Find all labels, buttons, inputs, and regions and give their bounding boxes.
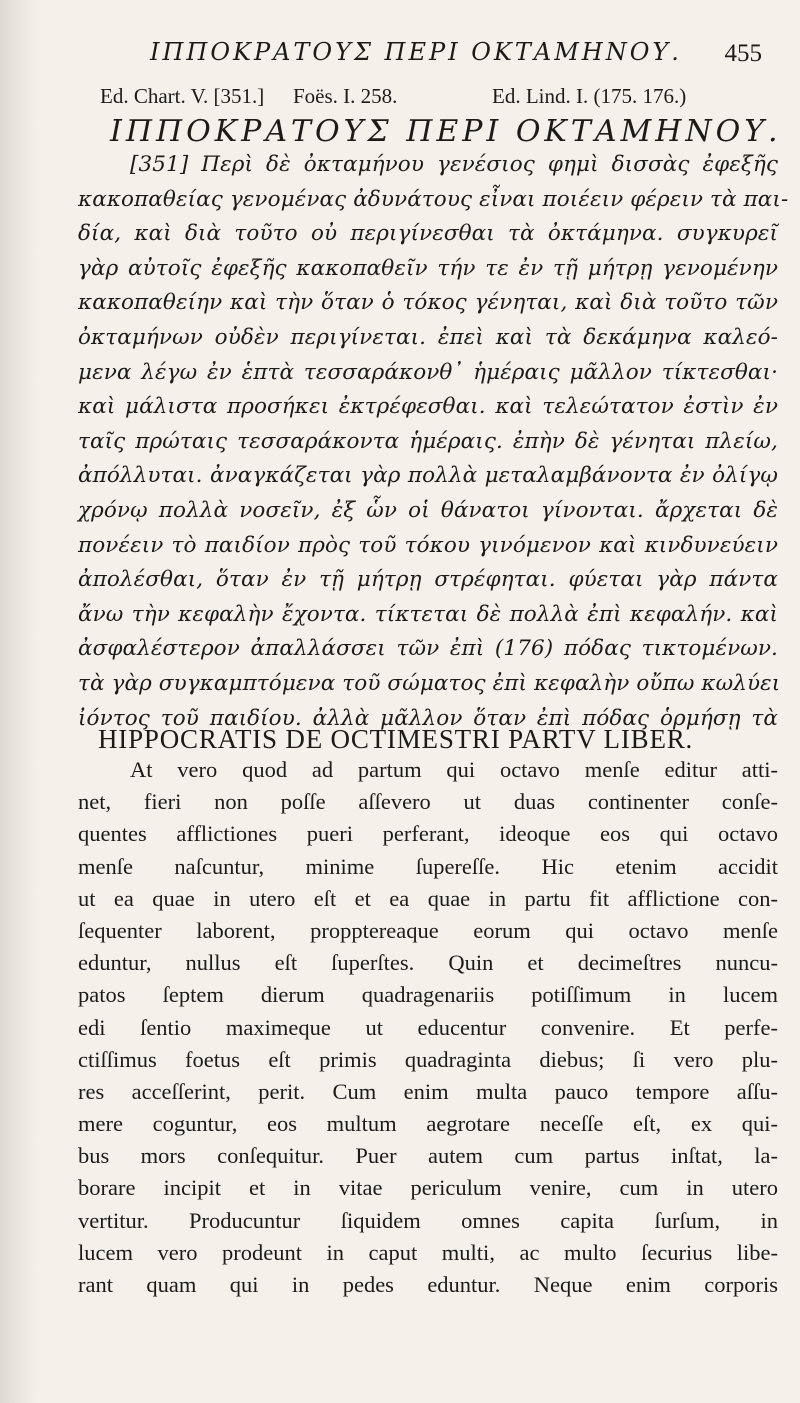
running-title: ΙΠΠΟΚΡΑΤΟΥΣ ΠΕΡΙ ΟΚΤΑΜΗΝΟΥ.	[150, 38, 682, 66]
spine-shadow	[0, 0, 38, 1403]
greek-line: [351] Περὶ δὲ ὀκταμήνου γενέσιος φημὶ δισσὰς ἐφεξῆς	[130, 152, 778, 177]
greek-section-title: ΙΠΠΟΚΡΑΤΟΥΣ ΠΕΡΙ ΟΚΤΑΜΗΝΟΥ.	[110, 114, 782, 149]
latin-line: At vero quod ad partum qui octavo menſe editur atti-	[130, 757, 778, 782]
greek-line: τὰ γὰρ συγκαμπτόμενα τοῦ σώματος ἐπὶ κεφαλὴν οὔπω κωλύει	[78, 670, 781, 696]
greek-line: ταῖς πρώταις τεσσαράκοντα ἡμέραις. ἐπὴν δὲ γένηται πλείω,	[78, 428, 778, 454]
latin-line: quentes afflictiones pueri perferant, ideoque eos qui octavo	[78, 821, 778, 847]
latin-line: mere coguntur, eos multum aegrotare neceſſe eſt, ex qui-	[78, 1111, 778, 1137]
latin-line: menſe naſcuntur, minime ſupereſſe. Hic etenim accidit	[78, 853, 778, 879]
running-head	[140, 38, 780, 72]
greek-text-block	[78, 148, 789, 736]
latin-line: eduntur, nullus eſt ſuperſtes. Quin et decimeſtres nuncu-	[78, 950, 778, 976]
greek-line: ὀκταμήνων οὐδὲν περιγίνεται. ἐπεὶ καὶ τὰ δεκάμηνα καλεό-	[78, 324, 778, 350]
latin-section-title: HIPPOCRATIS DE OCTIMESTRI PARTV LIBER.	[98, 724, 694, 754]
page-number: 455	[724, 40, 762, 67]
greek-line: χρόνῳ πολλὰ νοσεῖν, ἐξ ὧν οἱ θάνατοι γίνονται. ἄρχεται δὲ	[78, 497, 778, 523]
greek-line: καὶ μάλιστα προσήκει ἐκτρέφεσθαι. καὶ τελεώτατον ἐστὶν ἐν	[78, 394, 778, 420]
greek-line: κακοπαθείας γενομένας ἀδυνάτους εἶναι ποιέειν φέρειν τὰ παι-	[78, 186, 789, 212]
latin-line: rant quam qui in pedes eduntur. Neque enim corporis	[78, 1272, 778, 1297]
greek-line: ἀπόλλυται. ἀναγκάζεται γὰρ πολλὰ μεταλαμβάνοντα ἐν ὀλίγῳ	[78, 463, 778, 489]
edition-chartier: Ed. Chart. V. [351.]	[100, 84, 265, 108]
latin-line: res acceſſerint, perit. Cum enim multa pauco tempore aſſu-	[78, 1078, 778, 1104]
latin-line: patos ſeptem dierum quadragenariis potiſſimum in lucem	[78, 982, 778, 1008]
latin-line: edi ſentio maximeque ut educentur convenire. Et perfe-	[78, 1014, 778, 1040]
latin-line: ut ea quae in utero eſt et ea quae in partu fit afflictione con-	[78, 885, 778, 911]
greek-line: ἀπολέσθαι, ὅταν ἐν τῇ μήτρῃ στρέφηται. φύεται γὰρ πάντα	[78, 567, 778, 593]
greek-line: κακοπαθείην καὶ τὴν ὅταν ὁ τόκος γένηται, καὶ διὰ τοῦτο τῶν	[78, 290, 778, 316]
greek-line: γὰρ αὐτοῖς ἐφεξῆς κακοπαθεῖν τήν τε ἐν τῇ μήτρῃ γενομένην	[78, 255, 778, 281]
greek-line: μενα λέγω ἐν ἑπτὰ τεσσαράκονθ᾽ ἡμέραις μᾶλλον τίκτεσθαι·	[78, 359, 778, 385]
latin-line: net, fieri non poſſe aſſevero ut duas continenter conſe-	[78, 789, 778, 815]
latin-line: vertitur. Producuntur ſiquidem omnes capita ſurſum, in	[78, 1207, 778, 1233]
latin-line: borare incipit et in vitae periculum venire, cum in utero	[78, 1175, 778, 1201]
greek-line: δία, καὶ διὰ τοῦτο οὐ περιγίνεσθαι τὰ ὀκτάμηνα. συγκυρεῖ	[78, 221, 778, 247]
edition-linden: Ed. Lind. I. (175. 176.)	[492, 84, 687, 108]
latin-line: ctiſſimus foetus eſt primis quadraginta diebus; ſi vero plu-	[78, 1046, 778, 1072]
greek-line: ἰόντος τοῦ παιδίου. ἀλλὰ μᾶλλον ὅταν ἐπὶ πόδας ὁρμήσῃ τὰ	[78, 705, 778, 731]
latin-line: lucem vero prodeunt in caput multi, ac multo ſecurius libe-	[78, 1239, 778, 1265]
latin-text-block	[78, 754, 778, 1301]
latin-line: bus mors conſequitur. Puer autem cum partus inſtat, la-	[78, 1143, 778, 1169]
edition-foesius: Foës. I. 258.	[293, 84, 398, 108]
latin-line: ſequenter laborent, propptereaque eorum qui octavo menſe	[78, 917, 778, 943]
greek-line: πονέειν τὸ παιδίον πρὸς τοῦ τόκου γινόμενον καὶ κινδυνεύειν	[78, 532, 778, 558]
greek-line: ἄνω τὴν κεφαλὴν ἔχοντα. τίκτεται δὲ πολλὰ ἐπὶ κεφαλήν. καὶ	[78, 601, 778, 627]
edition-references	[100, 84, 790, 114]
greek-line: ἀσφαλέστερον ἀπαλλάσσει τῶν ἐπὶ (176) πόδας τικτομένων.	[78, 636, 778, 662]
